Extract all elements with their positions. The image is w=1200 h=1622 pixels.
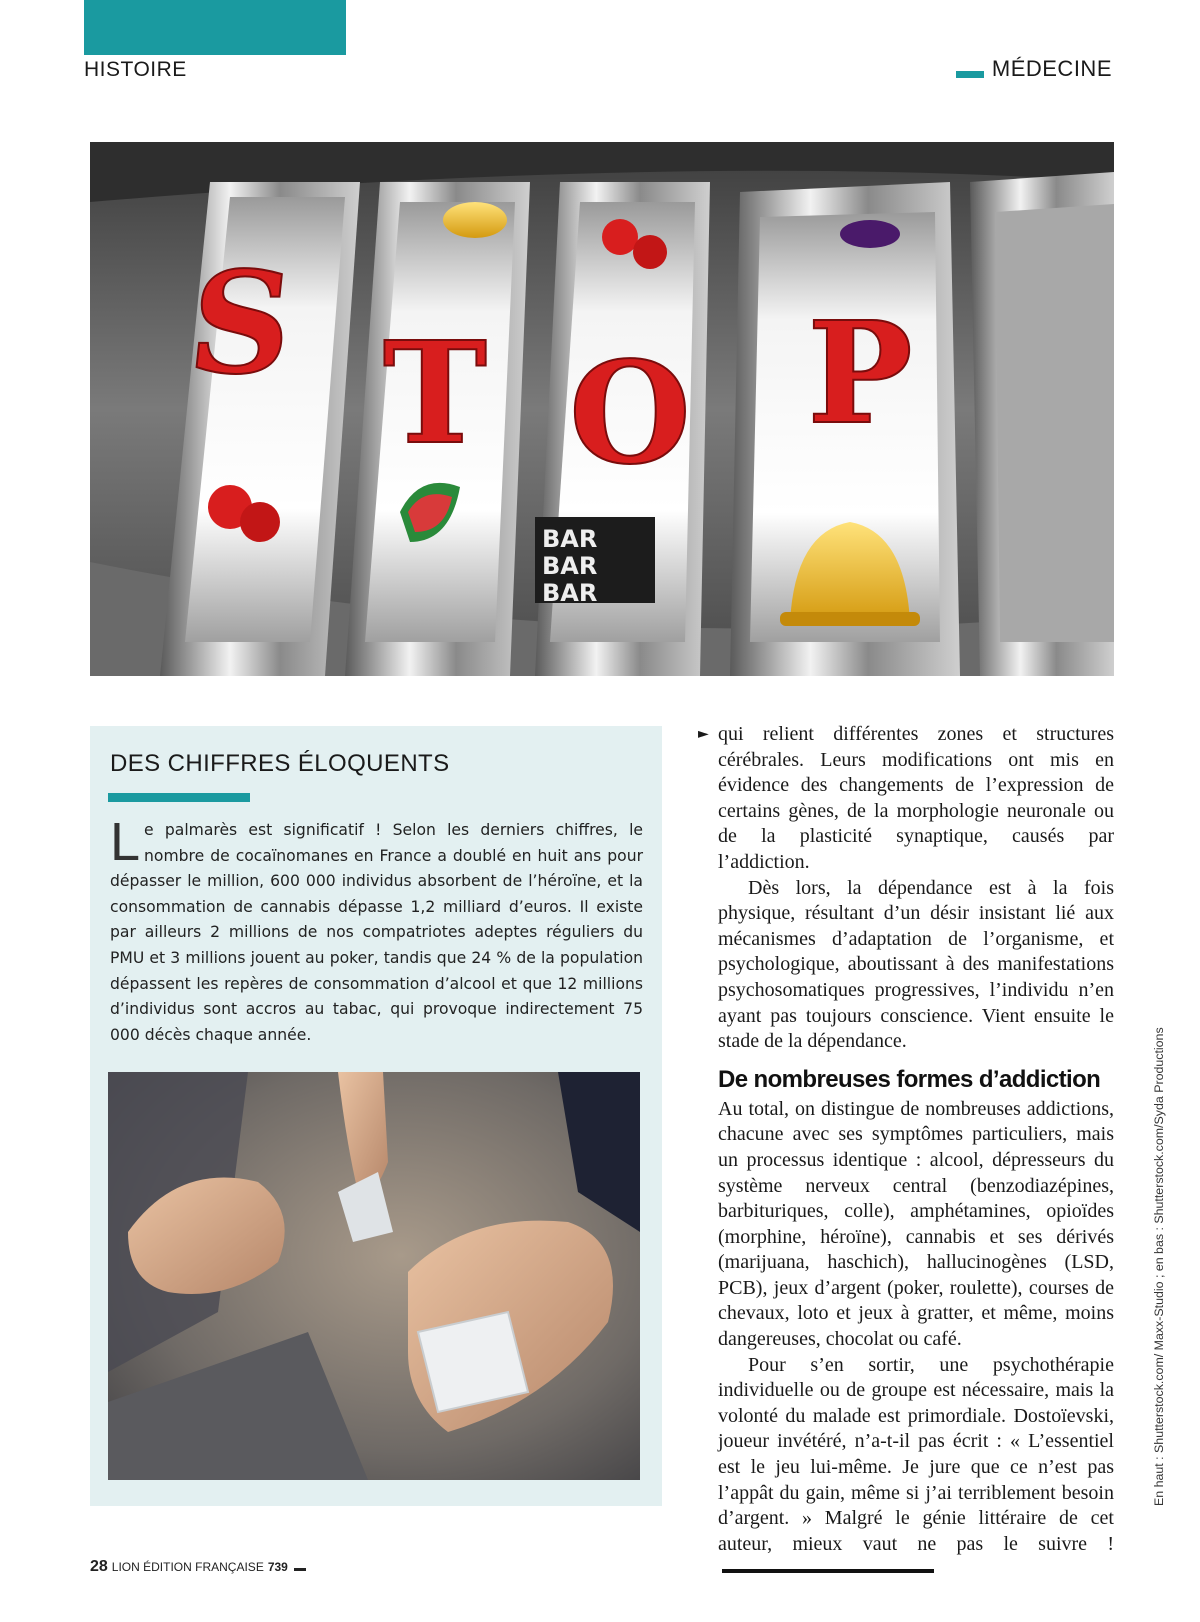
reel-letter-o: O [569,332,691,496]
section-label-right-text: MÉDECINE [991,56,1112,81]
page-number: 28 [90,1558,108,1575]
sidebar-body [110,812,643,1048]
section-label-right [956,56,1112,82]
continuation-arrow: ► [698,726,709,742]
publication-name: LION ÉDITION FRANÇAISE [111,1560,264,1574]
reel-3 [535,182,710,676]
sidebar-title: DES CHIFFRES ÉLOQUENTS [110,750,450,777]
article-paragraph-4-text: Pour s’en sortir, une psychothérapie individuelle ou de groupe est nécessaire, mais la volonté du malade est primordiale. Dostoïevski, joueur invétéré, n’a-t-il pas écrit : « L’essentiel est le jeu lui-même. Je jure que ce n’est pas l’appât du gain, même si j’ai terriblement besoin d’argent. » Malgré le génie littéraire de cet auteur, mieux vaut ne pas le suivre ! [718,1353,1114,1555]
sidebar-drug-deal-photo [108,1072,640,1480]
end-of-article-rule [722,1569,934,1573]
article-subheading: De nombreuses formes d’addiction [718,1065,1101,1093]
footer-dash [294,1568,306,1571]
article-column [718,722,1114,1583]
sidebar-body-text: e palmarès est significatif ! Selon les derniers chiffres, le nombre de cocaïnomanes en France a doublé en huit ans pour dépasser le million, 600 000 individus absorbent de l’héroïne, et la consommation de cannabis dépasse 1,2 milliard d’euros. Il existe par ailleurs 2 millions de nos compatriotes adeptes réguliers du PMU et 3 millions jouent au poker, tandis que 24 % de la population dépassent les repères de consommation d’alcool et que 12 millions d’individus sont accros au tabac, qui provoque indirectement 75 000 décès chaque année. [110,821,643,1044]
section-dash [956,71,984,78]
section-label-left: HISTOIRE [84,58,187,81]
page-footer [90,1558,306,1576]
reel-letter-s: S [181,241,301,406]
article-paragraph-2: Dès lors, la dépendance est à la fois physique, résultant d’un désir insistant lié aux mécanismes d’adaptation de l’organisme, et psychologique, aboutissant à des manifestations psychosomatiques progressives, l’individu n’en ayant pas toujours conscience. Vient ensuite le stade de la dépendance. [718,876,1114,1053]
issue-number: 739 [267,1560,288,1574]
hero-slot-machine-image [90,142,1114,676]
photo-credit: En haut : Shutterstock.com/ Maxx-Studio ; en bas : Shutterstock.com/Syda Productions [1152,1027,1166,1506]
article-paragraph-3: Au total, on distingue de nombreuses addictions, chacune avec ses symptômes particuliers, mais un processus identique : alcool, dépresseurs du système nerveux central (benzodiazépines, barbituriques, colle), amphétamines, opioïdes (morphine, héroïne), cannabis et ses dérivés (marijuana, haschich), hallucinogènes (LSD, PCB), jeux d’argent (poker, roulette), courses de chevaux, loto et jeux à gratter, et même, moins dangereuses, chocolat ou café. [718,1097,1114,1351]
reel-letter-t: T [382,312,488,476]
header-color-band [84,0,346,55]
facts-sidebar [90,726,662,1506]
bar-label-3: BAR [542,579,598,607]
article-paragraph-4 [718,1353,1114,1583]
reel-letter-p: P [807,292,913,456]
bar-label-2: BAR [542,552,598,580]
sidebar-title-rule [108,793,250,802]
bar-label-1: BAR [542,525,598,553]
reel-4 [730,182,960,676]
sidebar-dropcap: L [110,812,141,872]
article-paragraph-1: qui relient différentes zones et structures cérébrales. Leurs modifications ont mis en évidence des changements de l’expression de certains gènes, de la morphologie neuronale ou de la plasticité synaptique, causés par l’addiction. [718,723,1114,873]
